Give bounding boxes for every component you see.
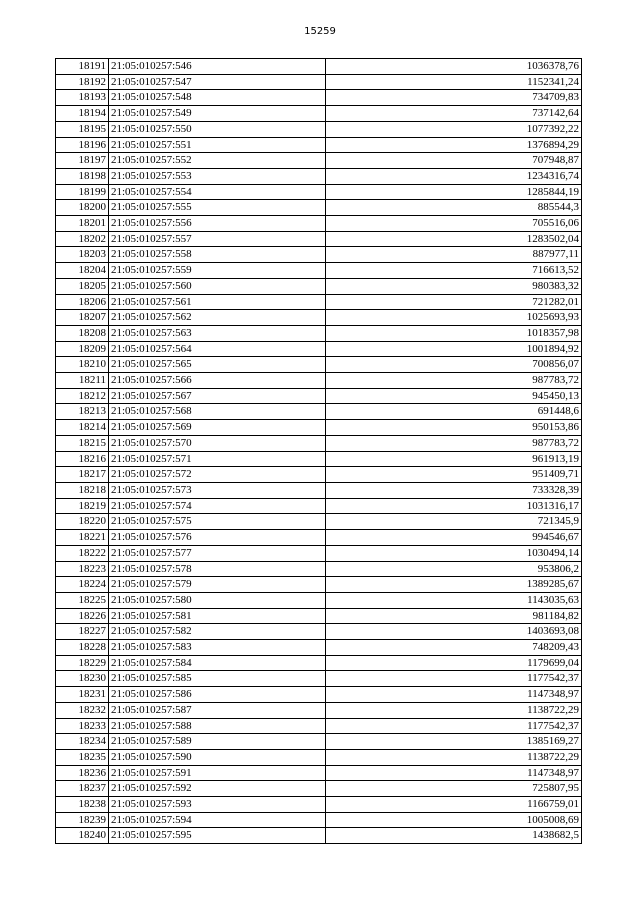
table-row — [56, 577, 582, 593]
value-cell: 1138722,29 — [326, 702, 582, 718]
cadastral-number-cell: 21:05:010257:557 — [109, 231, 326, 247]
cadastral-number-cell: 21:05:010257:586 — [109, 687, 326, 703]
row-number-cell: 18219 — [56, 498, 109, 514]
cadastral-number-cell: 21:05:010257:553 — [109, 168, 326, 184]
cadastral-number-cell: 21:05:010257:546 — [109, 59, 326, 75]
value-cell: 1166759,01 — [326, 797, 582, 813]
cadastral-number-cell: 21:05:010257:594 — [109, 812, 326, 828]
value-cell: 1147348,97 — [326, 687, 582, 703]
cadastral-number-cell: 21:05:010257:579 — [109, 577, 326, 593]
table-row — [56, 373, 582, 389]
cadastral-number-cell: 21:05:010257:572 — [109, 467, 326, 483]
value-cell: 700856,07 — [326, 357, 582, 373]
row-number-cell: 18224 — [56, 577, 109, 593]
cadastral-number-cell: 21:05:010257:558 — [109, 247, 326, 263]
value-cell: 945450,13 — [326, 388, 582, 404]
value-cell: 885544,3 — [326, 200, 582, 216]
table-row — [56, 231, 582, 247]
value-cell: 748209,43 — [326, 640, 582, 656]
cadastral-number-cell: 21:05:010257:566 — [109, 373, 326, 389]
row-number-cell: 18212 — [56, 388, 109, 404]
cadastral-number-cell: 21:05:010257:580 — [109, 592, 326, 608]
table-row — [56, 200, 582, 216]
row-number-cell: 18225 — [56, 592, 109, 608]
value-cell: 1025693,93 — [326, 310, 582, 326]
cadastral-number-cell: 21:05:010257:578 — [109, 561, 326, 577]
value-cell: 961913,19 — [326, 451, 582, 467]
cadastral-number-cell: 21:05:010257:574 — [109, 498, 326, 514]
table-row — [56, 263, 582, 279]
value-cell: 1147348,97 — [326, 765, 582, 781]
table-body — [56, 59, 582, 844]
cadastral-number-cell: 21:05:010257:591 — [109, 765, 326, 781]
row-number-cell: 18222 — [56, 545, 109, 561]
table-row — [56, 781, 582, 797]
row-number-cell: 18205 — [56, 278, 109, 294]
table-row — [56, 420, 582, 436]
row-number-cell: 18239 — [56, 812, 109, 828]
value-cell: 725807,95 — [326, 781, 582, 797]
value-cell: 1077392,22 — [326, 121, 582, 137]
table-row — [56, 106, 582, 122]
row-number-cell: 18192 — [56, 74, 109, 90]
row-number-cell: 18206 — [56, 294, 109, 310]
cadastral-number-cell: 21:05:010257:568 — [109, 404, 326, 420]
row-number-cell: 18215 — [56, 435, 109, 451]
table-row — [56, 388, 582, 404]
value-cell: 987783,72 — [326, 373, 582, 389]
value-cell: 1138722,29 — [326, 749, 582, 765]
value-cell: 1177542,37 — [326, 671, 582, 687]
row-number-cell: 18231 — [56, 687, 109, 703]
cadastral-number-cell: 21:05:010257:569 — [109, 420, 326, 436]
cadastral-number-cell: 21:05:010257:576 — [109, 530, 326, 546]
cadastral-number-cell: 21:05:010257:588 — [109, 718, 326, 734]
row-number-cell: 18221 — [56, 530, 109, 546]
value-cell: 1143035,63 — [326, 592, 582, 608]
row-number-cell: 18216 — [56, 451, 109, 467]
table-row — [56, 137, 582, 153]
row-number-cell: 18232 — [56, 702, 109, 718]
value-cell: 887977,11 — [326, 247, 582, 263]
row-number-cell: 18213 — [56, 404, 109, 420]
table-row — [56, 812, 582, 828]
value-cell: 705516,06 — [326, 216, 582, 232]
value-cell: 1389285,67 — [326, 577, 582, 593]
value-cell: 1031316,17 — [326, 498, 582, 514]
table-row — [56, 404, 582, 420]
table-row — [56, 530, 582, 546]
table-row — [56, 687, 582, 703]
row-number-cell: 18201 — [56, 216, 109, 232]
value-cell: 1177542,37 — [326, 718, 582, 734]
page-number: 15259 — [304, 26, 336, 37]
cadastral-number-cell: 21:05:010257:592 — [109, 781, 326, 797]
cadastral-number-cell: 21:05:010257:571 — [109, 451, 326, 467]
table-row — [56, 451, 582, 467]
table-row — [56, 310, 582, 326]
cadastral-number-cell: 21:05:010257:575 — [109, 514, 326, 530]
value-cell: 987783,72 — [326, 435, 582, 451]
cadastral-number-cell: 21:05:010257:587 — [109, 702, 326, 718]
cadastral-number-cell: 21:05:010257:560 — [109, 278, 326, 294]
table-row — [56, 153, 582, 169]
row-number-cell: 18207 — [56, 310, 109, 326]
value-cell: 707948,87 — [326, 153, 582, 169]
value-cell: 980383,32 — [326, 278, 582, 294]
cadastral-number-cell: 21:05:010257:561 — [109, 294, 326, 310]
table-row — [56, 467, 582, 483]
value-cell: 1283502,04 — [326, 231, 582, 247]
row-number-cell: 18228 — [56, 640, 109, 656]
row-number-cell: 18193 — [56, 90, 109, 106]
cadastral-number-cell: 21:05:010257:563 — [109, 325, 326, 341]
row-number-cell: 18230 — [56, 671, 109, 687]
row-number-cell: 18200 — [56, 200, 109, 216]
value-cell: 1234316,74 — [326, 168, 582, 184]
table-row — [56, 278, 582, 294]
table-row — [56, 514, 582, 530]
value-cell: 1438682,5 — [326, 828, 582, 844]
value-cell: 981184,82 — [326, 608, 582, 624]
row-number-cell: 18214 — [56, 420, 109, 436]
cadastral-number-cell: 21:05:010257:556 — [109, 216, 326, 232]
cadastral-number-cell: 21:05:010257:590 — [109, 749, 326, 765]
cadastral-number-cell: 21:05:010257:555 — [109, 200, 326, 216]
row-number-cell: 18237 — [56, 781, 109, 797]
cadastral-number-cell: 21:05:010257:585 — [109, 671, 326, 687]
cadastral-number-cell: 21:05:010257:595 — [109, 828, 326, 844]
value-cell: 953806,2 — [326, 561, 582, 577]
table-row — [56, 734, 582, 750]
row-number-cell: 18226 — [56, 608, 109, 624]
table-row — [56, 435, 582, 451]
cadastral-number-cell: 21:05:010257:549 — [109, 106, 326, 122]
value-cell: 737142,64 — [326, 106, 582, 122]
row-number-cell: 18223 — [56, 561, 109, 577]
table-row — [56, 498, 582, 514]
row-number-cell: 18210 — [56, 357, 109, 373]
table-row — [56, 74, 582, 90]
value-cell: 721282,01 — [326, 294, 582, 310]
table-row — [56, 121, 582, 137]
value-cell: 1403693,08 — [326, 624, 582, 640]
cadastral-number-cell: 21:05:010257:584 — [109, 655, 326, 671]
row-number-cell: 18196 — [56, 137, 109, 153]
cadastral-number-cell: 21:05:010257:547 — [109, 74, 326, 90]
row-number-cell: 18229 — [56, 655, 109, 671]
table-row — [56, 59, 582, 75]
value-cell: 691448,6 — [326, 404, 582, 420]
table-row — [56, 765, 582, 781]
value-cell: 721345,9 — [326, 514, 582, 530]
table-row — [56, 828, 582, 844]
table-row — [56, 545, 582, 561]
table-row — [56, 718, 582, 734]
row-number-cell: 18236 — [56, 765, 109, 781]
table-row — [56, 640, 582, 656]
table-row — [56, 482, 582, 498]
cadastral-number-cell: 21:05:010257:589 — [109, 734, 326, 750]
cadastral-number-cell: 21:05:010257:548 — [109, 90, 326, 106]
cadastral-number-cell: 21:05:010257:550 — [109, 121, 326, 137]
cadastral-number-cell: 21:05:010257:559 — [109, 263, 326, 279]
cadastral-number-cell: 21:05:010257:577 — [109, 545, 326, 561]
value-cell: 1152341,24 — [326, 74, 582, 90]
row-number-cell: 18191 — [56, 59, 109, 75]
row-number-cell: 18218 — [56, 482, 109, 498]
cadastral-number-cell: 21:05:010257:552 — [109, 153, 326, 169]
cadastral-value-table — [55, 58, 582, 844]
cadastral-number-cell: 21:05:010257:583 — [109, 640, 326, 656]
row-number-cell: 18202 — [56, 231, 109, 247]
row-number-cell: 18194 — [56, 106, 109, 122]
table-row — [56, 341, 582, 357]
row-number-cell: 18209 — [56, 341, 109, 357]
value-cell: 994546,67 — [326, 530, 582, 546]
row-number-cell: 18197 — [56, 153, 109, 169]
table-row — [56, 797, 582, 813]
table-row — [56, 294, 582, 310]
row-number-cell: 18208 — [56, 325, 109, 341]
table-row — [56, 247, 582, 263]
row-number-cell: 18233 — [56, 718, 109, 734]
value-cell: 1018357,98 — [326, 325, 582, 341]
row-number-cell: 18211 — [56, 373, 109, 389]
row-number-cell: 18220 — [56, 514, 109, 530]
value-cell: 1285844,19 — [326, 184, 582, 200]
row-number-cell: 18238 — [56, 797, 109, 813]
table-row — [56, 325, 582, 341]
table-row — [56, 655, 582, 671]
table-row — [56, 90, 582, 106]
row-number-cell: 18235 — [56, 749, 109, 765]
value-cell: 1036378,76 — [326, 59, 582, 75]
table-row — [56, 624, 582, 640]
row-number-cell: 18198 — [56, 168, 109, 184]
cadastral-number-cell: 21:05:010257:582 — [109, 624, 326, 640]
cadastral-number-cell: 21:05:010257:562 — [109, 310, 326, 326]
cadastral-number-cell: 21:05:010257:573 — [109, 482, 326, 498]
value-cell: 1376894,29 — [326, 137, 582, 153]
value-cell: 951409,71 — [326, 467, 582, 483]
cadastral-number-cell: 21:05:010257:565 — [109, 357, 326, 373]
row-number-cell: 18217 — [56, 467, 109, 483]
table-row — [56, 608, 582, 624]
row-number-cell: 18199 — [56, 184, 109, 200]
value-cell: 734709,83 — [326, 90, 582, 106]
cadastral-number-cell: 21:05:010257:551 — [109, 137, 326, 153]
value-cell: 1179699,04 — [326, 655, 582, 671]
cadastral-number-cell: 21:05:010257:593 — [109, 797, 326, 813]
row-number-cell: 18234 — [56, 734, 109, 750]
cadastral-number-cell: 21:05:010257:570 — [109, 435, 326, 451]
row-number-cell: 18240 — [56, 828, 109, 844]
value-cell: 1005008,69 — [326, 812, 582, 828]
table-row — [56, 671, 582, 687]
table-row — [56, 561, 582, 577]
cadastral-number-cell: 21:05:010257:554 — [109, 184, 326, 200]
table-row — [56, 592, 582, 608]
value-cell: 1385169,27 — [326, 734, 582, 750]
value-cell: 1001894,92 — [326, 341, 582, 357]
value-cell: 716613,52 — [326, 263, 582, 279]
table-row — [56, 749, 582, 765]
value-cell: 733328,39 — [326, 482, 582, 498]
table-row — [56, 702, 582, 718]
cadastral-number-cell: 21:05:010257:581 — [109, 608, 326, 624]
row-number-cell: 18204 — [56, 263, 109, 279]
table-row — [56, 357, 582, 373]
row-number-cell: 18227 — [56, 624, 109, 640]
row-number-cell: 18203 — [56, 247, 109, 263]
row-number-cell: 18195 — [56, 121, 109, 137]
table-row — [56, 168, 582, 184]
cadastral-number-cell: 21:05:010257:567 — [109, 388, 326, 404]
table-row — [56, 216, 582, 232]
value-cell: 1030494,14 — [326, 545, 582, 561]
table-row — [56, 184, 582, 200]
cadastral-number-cell: 21:05:010257:564 — [109, 341, 326, 357]
value-cell: 950153,86 — [326, 420, 582, 436]
